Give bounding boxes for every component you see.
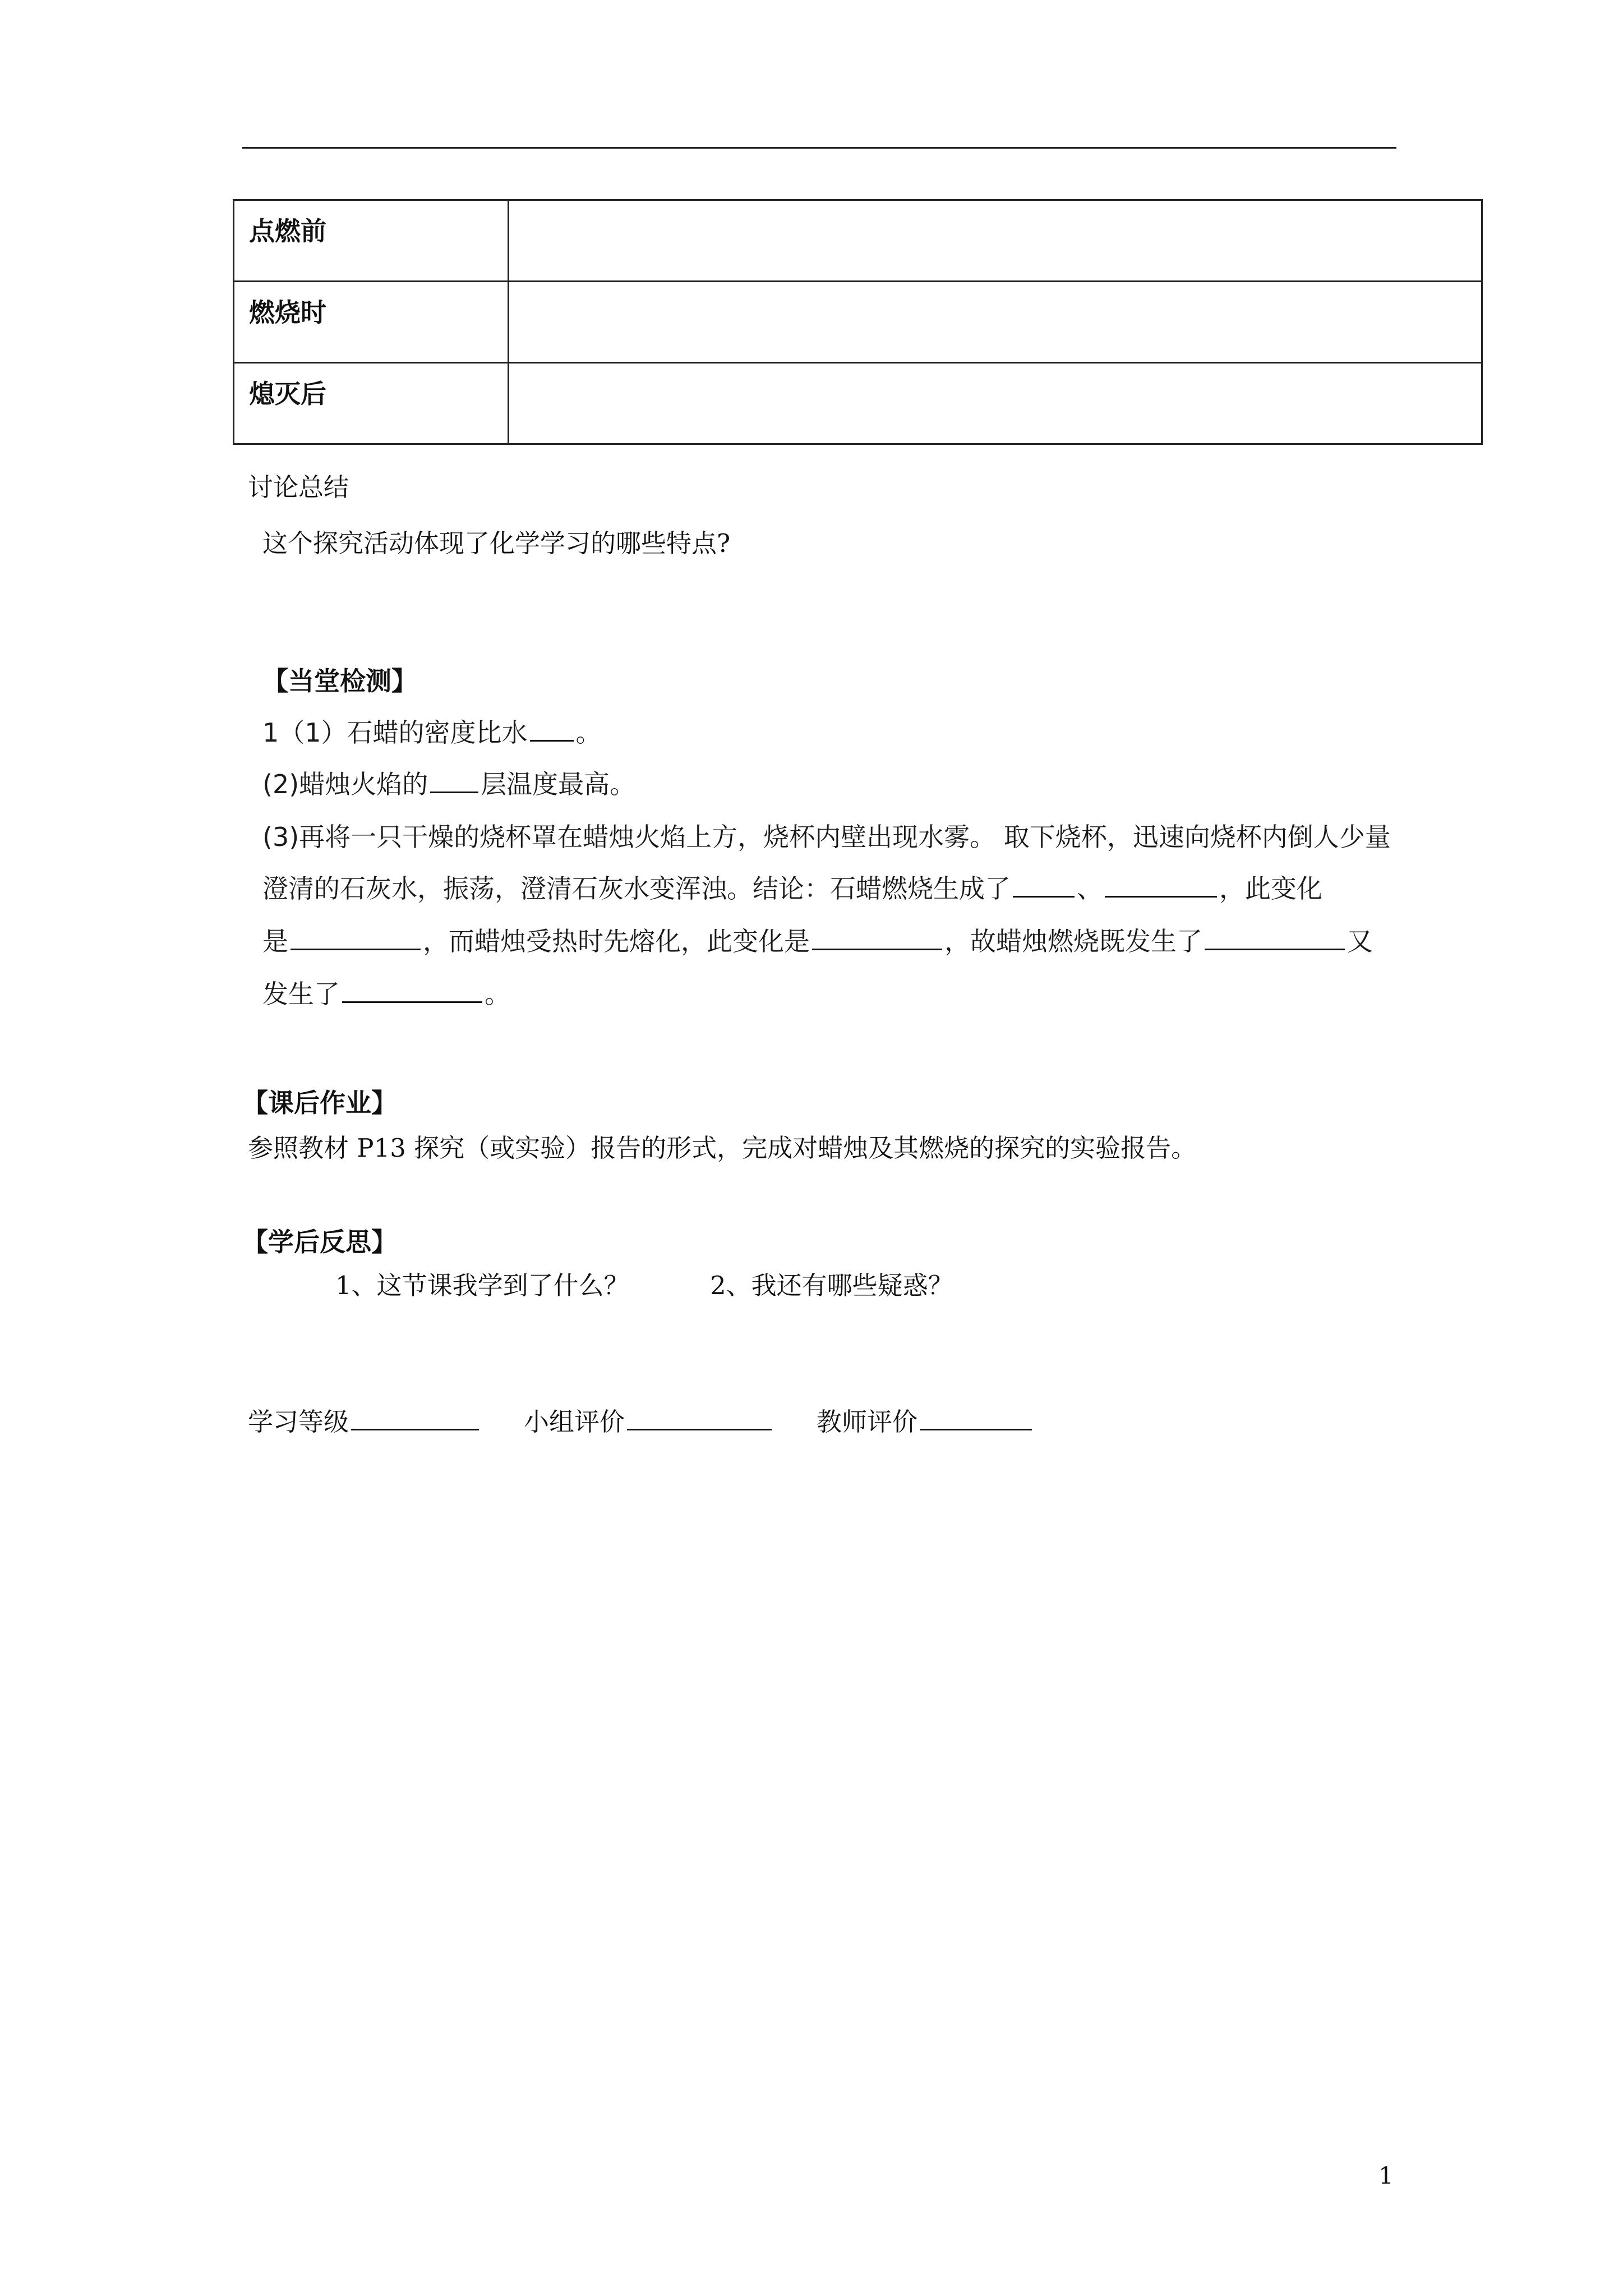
evaluation-row xyxy=(248,1401,1034,1438)
answer-blank[interactable] xyxy=(342,979,482,1003)
q1-part3-text: ，此变化 xyxy=(1219,873,1322,904)
q1-part3-text: 、 xyxy=(1077,873,1103,904)
answer-blank[interactable] xyxy=(530,717,574,742)
q1-part3-text: ，故蜡烛燃烧既发生了 xyxy=(944,926,1202,956)
answer-blank[interactable] xyxy=(430,769,478,793)
in-class-check-heading: 【当堂检测】 xyxy=(262,666,417,696)
table-row xyxy=(234,363,1482,444)
study-level-label: 学习等级 xyxy=(248,1407,349,1437)
answer-blank[interactable] xyxy=(1105,873,1217,898)
observation-table xyxy=(233,199,1483,445)
question-1-part-3-line-1: (3)再将一只干燥的烧杯罩在蜡烛火焰上方，烧杯内壁出现水雾。 取下烧杯，迅速向烧杯内倒人少量 xyxy=(262,822,1391,852)
answer-blank[interactable] xyxy=(291,926,421,950)
q1-part1-end: 。 xyxy=(575,717,602,748)
teacher-evaluation-label: 教师评价 xyxy=(817,1407,918,1437)
q1-part3-text: 发生了 xyxy=(262,979,340,1009)
discussion-question: 这个探究活动体现了化学学习的哪些特点? xyxy=(262,528,731,558)
table-row xyxy=(234,200,1482,282)
q1-part2-end: 层温度最高。 xyxy=(481,769,636,799)
question-1-part-3-line-4 xyxy=(262,974,510,1011)
q1-part3-text: 澄清的石灰水，振荡，澄清石灰水变浑浊。结论：石蜡燃烧生成了 xyxy=(262,873,1011,904)
discussion-heading: 讨论总结 xyxy=(248,472,349,502)
q1-part2-text: (2)蜡烛火焰的 xyxy=(262,769,428,799)
row-label-before-lighting: 点燃前 xyxy=(234,200,509,282)
group-evaluation-blank[interactable] xyxy=(627,1406,772,1430)
question-1-part-3-line-2 xyxy=(262,868,1322,905)
row-content-after-extinguish[interactable] xyxy=(509,363,1482,444)
q1-part3-text: 是 xyxy=(262,926,288,956)
row-content-before-lighting[interactable] xyxy=(509,200,1482,282)
q1-part3-text: 又 xyxy=(1347,926,1373,956)
reflection-item-1: 1、这节课我学到了什么？ xyxy=(335,1271,629,1300)
q1-part3-text: 。 xyxy=(485,979,510,1009)
question-1-part-3-line-3 xyxy=(262,921,1373,958)
answer-blank[interactable] xyxy=(1013,873,1075,898)
page-number: 1 xyxy=(1378,2162,1394,2189)
row-content-while-burning[interactable] xyxy=(509,282,1482,363)
group-evaluation-label: 小组评价 xyxy=(524,1407,625,1437)
question-1-part-1 xyxy=(262,712,602,749)
reflection-heading: 【学后反思】 xyxy=(242,1227,397,1257)
row-label-after-extinguish: 熄灭后 xyxy=(234,363,509,444)
homework-heading: 【课后作业】 xyxy=(242,1088,397,1118)
reflection-item-2: 2、我还有哪些疑惑？ xyxy=(710,1271,953,1300)
q1-part3-text: ，而蜡烛受热时先熔化，此变化是 xyxy=(423,926,810,956)
answer-blank[interactable] xyxy=(1205,926,1345,950)
study-level-blank[interactable] xyxy=(351,1406,479,1430)
homework-text: 参照教材 P13 探究（或实验）报告的形式，完成对蜡烛及其燃烧的探究的实验报告。 xyxy=(248,1133,1197,1163)
teacher-evaluation-blank[interactable] xyxy=(920,1406,1032,1430)
header-rule xyxy=(242,147,1396,149)
q1-part1-text: 1（1）石蜡的密度比水 xyxy=(262,717,528,748)
answer-blank[interactable] xyxy=(812,926,942,950)
question-1-part-2 xyxy=(262,764,635,801)
row-label-while-burning: 燃烧时 xyxy=(234,282,509,363)
table-row xyxy=(234,282,1482,363)
